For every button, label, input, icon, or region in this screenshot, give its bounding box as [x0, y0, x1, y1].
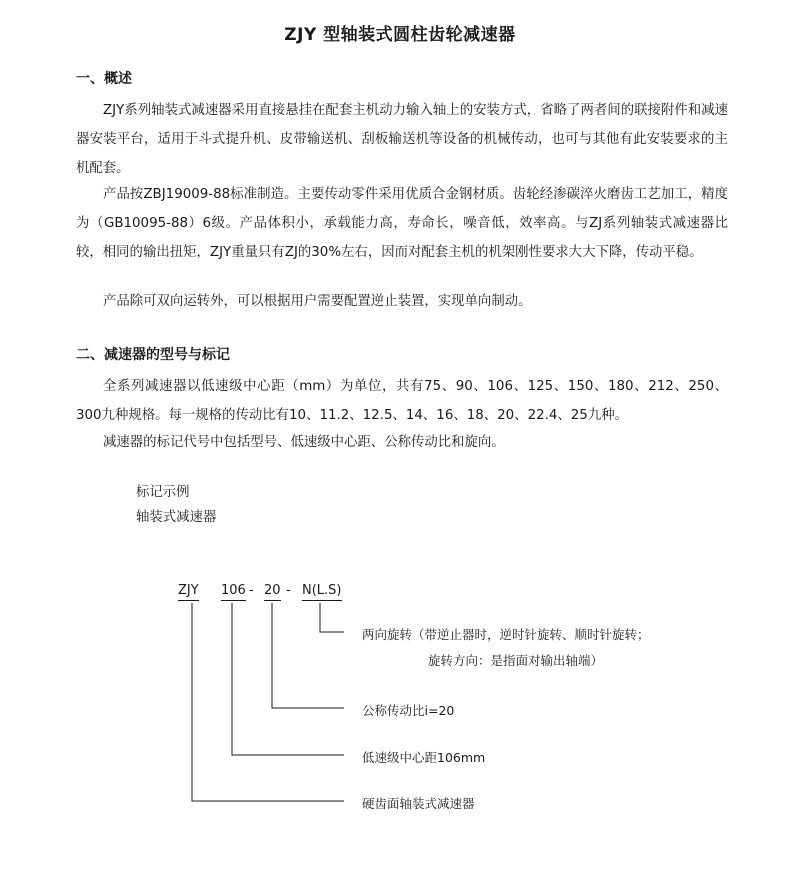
leader-model [192, 603, 344, 801]
annotation-size: 低速级中心距106mm [362, 750, 486, 765]
model-paragraph-2: 减速器的标记代号中包括型号、低速级中心距、公称传动比和旋向。 [103, 435, 505, 450]
leader-ratio [272, 603, 344, 708]
page-title: ZJY 型轴装式圆柱齿轮减速器 [284, 25, 516, 45]
code-size: 106 [221, 583, 246, 601]
example-sublabel: 轴装式减速器 [136, 510, 217, 525]
annotation-direction-line-2: 旋转方向：是指面对输出轴端） [428, 653, 604, 668]
overview-paragraph-2: 产品按ZBJ19009-88标准制造。主要传动零件采用优质合金钢材质。齿轮经渗碳淬火磨齿工艺加工，精度为（GB10095-88）6级。产品体积小，承载能力高，寿命长，噪音低，效率高。与ZJ系列轴装式减速器比较，相同的输出扭矩，ZJY重量只有ZJ的30%左右，因而对配套主机的机架刚性要求大大下降，传动平稳。 [76, 187, 728, 260]
annotation-model: 硬齿面轴装式减速器 [362, 796, 475, 811]
annotation-ratio: 公称传动比i=20 [362, 703, 455, 718]
leader-direction [320, 603, 344, 632]
leader-size [232, 603, 344, 755]
overview-paragraph-1: ZJY系列轴装式减速器采用直接悬挂在配套主机动力输入轴上的安装方式，省略了两者间的联接附件和减速器安装平台，适用于斗式提升机、皮带输送机、刮板输送机等设备的机械传动，也可与其他有此安装要求的主机配套。 [76, 103, 728, 176]
code-dash-1: - [249, 583, 254, 598]
example-label: 标记示例 [136, 485, 190, 500]
annotation-direction-line-1: 两向旋转（带逆止器时，逆时针旋转、顺时针旋转； [362, 627, 650, 642]
model-paragraph-1: 全系列减速器以低速级中心距（mm）为单位，共有75、90、106、125、150、180、212、250、300九种规格。每一规格的传动比有10、11.2、12.5、14、16、18、20、22.4、25九种。 [76, 379, 728, 423]
code-ratio: 20 [264, 583, 281, 601]
code-direction: N(L.S) [302, 583, 342, 601]
section-heading-overview: 一、概述 [76, 71, 132, 87]
overview-paragraph-3: 产品除可双向运转外，可以根据用户需要配置逆止装置，实现单向制动。 [103, 294, 532, 309]
section-heading-model: 二、减速器的型号与标记 [76, 347, 230, 363]
code-model: ZJY [178, 583, 199, 601]
code-dash-2: - [286, 583, 291, 598]
